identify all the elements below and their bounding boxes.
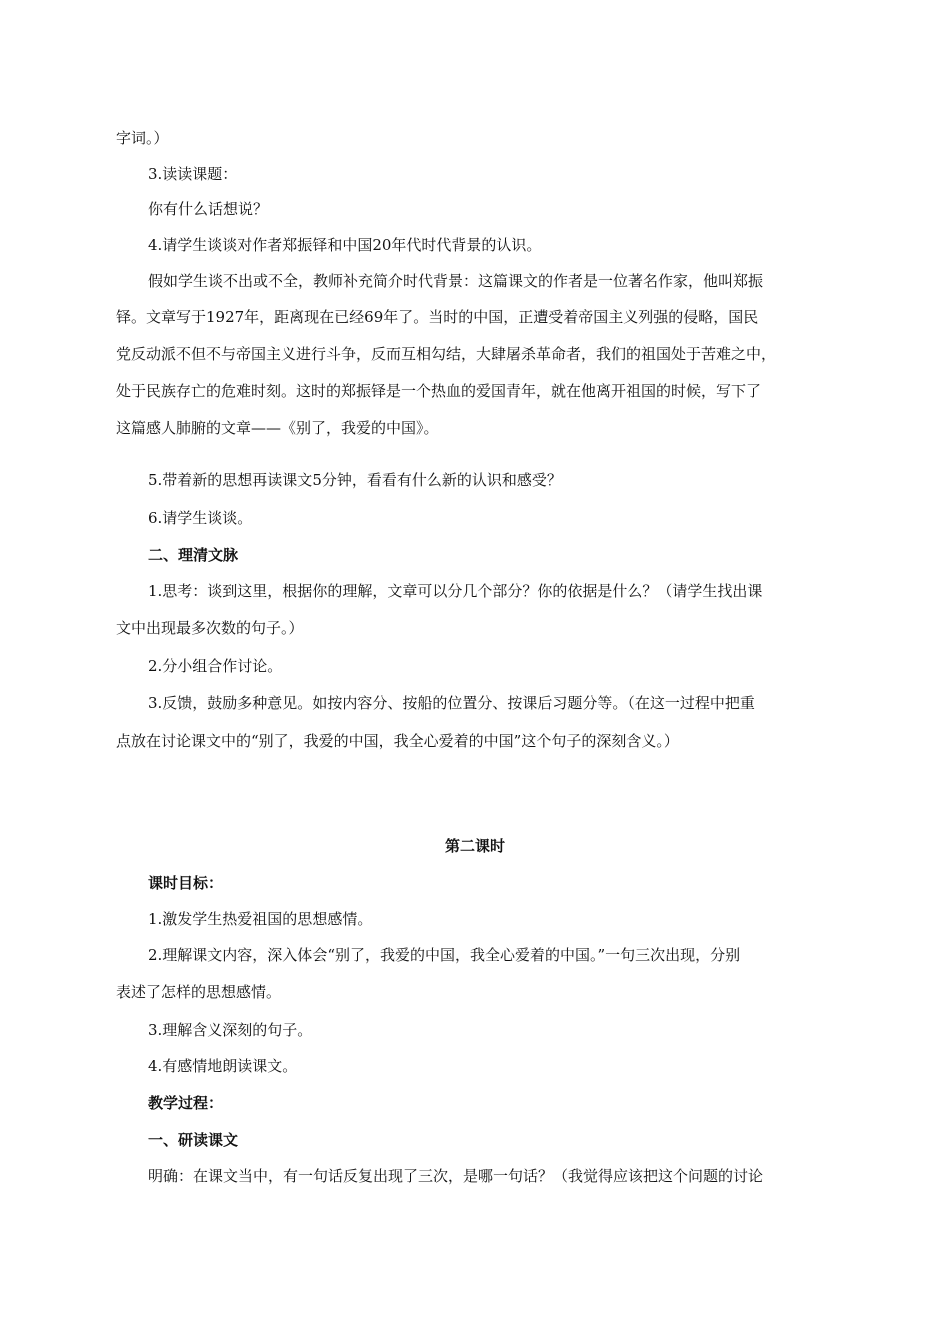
text-line: 你有什么话想说？ [148, 200, 269, 218]
text-line: 3.理解含义深刻的句子。 [148, 1021, 313, 1039]
text-line: 5.带着新的思想再读课文5分钟，看看有什么新的认识和感受？ [148, 471, 562, 489]
section-heading: 一、研读课文 [148, 1131, 239, 1149]
text-line: 党反动派不但不与帝国主义进行斗争，反而互相勾结，大肆屠杀革命者，我们的祖国处于苦难之中， [116, 345, 777, 363]
text-line: 铎。文章写于1927年，距离现在已经69年了。当时的中国，正遭受着帝国主义列强的侵略，国民 [116, 308, 759, 326]
text-line: 点放在讨论课文中的“别了，我爱的中国，我全心爱着的中国”这个句子的深刻含义。） [116, 732, 679, 750]
section-heading: 二、理清文脉 [148, 546, 239, 564]
text-line: 处于民族存亡的危难时刻。这时的郑振铎是一个热血的爱国青年，就在他离开祖国的时候，写下了 [116, 382, 762, 400]
text-line: 2.理解课文内容，深入体会“别了，我爱的中国，我全心爱着的中国。”一句三次出现，分别 [148, 946, 741, 964]
text-line: 文中出现最多次数的句子。） [116, 619, 304, 637]
text-line: 3.反馈，鼓励多种意见。如按内容分、按船的位置分、按课后习题分等。（在这一过程中把重 [148, 694, 755, 712]
text-line: 这篇感人肺腑的文章——《别了，我爱的中国》。 [116, 419, 439, 437]
text-line: 3.读读课题： [148, 165, 238, 183]
text-line: 2.分小组合作讨论。 [148, 657, 283, 675]
text-line: 假如学生谈不出或不全，教师补充简介时代背景：这篇课文的作者是一位著名作家，他叫郑振 [148, 272, 764, 290]
section-heading: 课时目标： [148, 874, 224, 892]
text-line: 1.思考：谈到这里，根据你的理解，文章可以分几个部分？你的依据是什么？（请学生找出课 [148, 582, 763, 600]
lesson-title: 第二课时 [444, 837, 505, 855]
text-line: 4.有感情地朗读课文。 [148, 1057, 298, 1075]
section-heading: 教学过程： [148, 1094, 224, 1112]
text-line: 字词。） [116, 129, 169, 147]
text-line: 表述了怎样的思想感情。 [116, 983, 282, 1001]
text-line: 4.请学生谈谈对作者郑振铎和中国20年代时代背景的认识。 [148, 236, 542, 254]
text-line: 6.请学生谈谈。 [148, 509, 253, 527]
text-line: 明确：在课文当中，有一句话反复出现了三次，是哪一句话？（我觉得应该把这个问题的讨论 [148, 1167, 764, 1185]
text-line: 1.激发学生热爱祖国的思想感情。 [148, 910, 373, 928]
